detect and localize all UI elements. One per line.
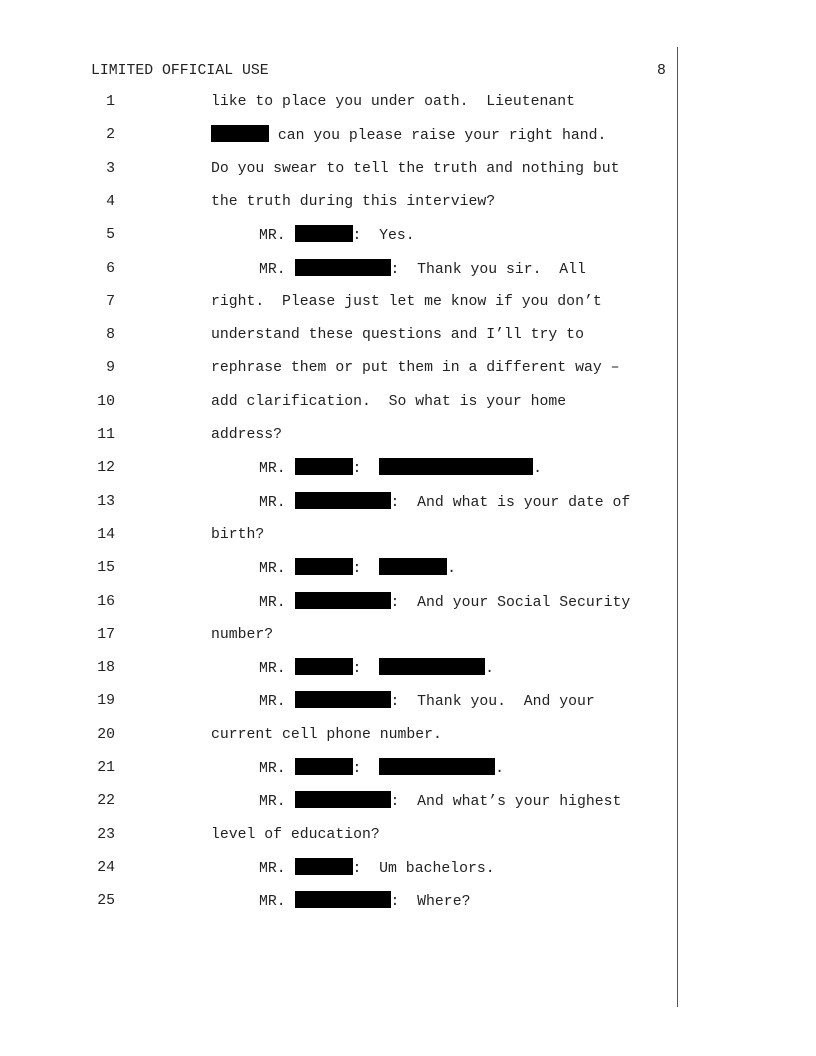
line-text [259,658,494,679]
text-segment: : Thank you sir. All [390,262,586,278]
line-text [259,592,630,613]
text-segment: Do you swear to tell the truth and nothing but [211,161,620,177]
text-segment: rephrase them or put them in a different way – [211,360,620,376]
redaction-box [295,259,391,276]
transcript-line [0,592,816,612]
transcript-line [0,225,816,245]
line-text [259,891,470,912]
text-segment: right. Please just let me know if you don’t [211,294,602,310]
text-segment: : Thank you. And your [390,694,595,710]
redaction-box [295,758,353,775]
text-segment: birth? [211,527,265,543]
line-text [259,259,586,280]
line-number: 21 [97,760,115,776]
transcript-line [0,658,816,678]
transcript-line [0,625,816,645]
redaction-box [295,592,391,609]
text-segment: : And what’s your highest [390,794,622,810]
redaction-box [295,558,353,575]
line-number: 10 [97,394,115,410]
text-segment: MR. [259,595,295,611]
line-number: 7 [106,294,115,310]
line-number: 13 [97,494,115,510]
line-number: 6 [106,261,115,277]
transcript-line [0,358,816,378]
line-text [259,691,595,712]
redaction-box [295,891,391,908]
redaction-box [211,125,269,142]
text-segment: understand these questions and I’ll try to [211,327,584,343]
transcript-line [0,392,816,412]
line-text [211,425,282,445]
redaction-box [379,558,447,575]
line-text [259,492,630,513]
line-number: 3 [106,161,115,177]
transcript-line [0,891,816,911]
text-segment: . [495,761,505,777]
transcript-line [0,791,816,811]
transcript-line [0,691,816,711]
line-number: 22 [97,793,115,809]
redaction-box [379,658,485,675]
transcript-line [0,558,816,578]
text-segment: MR. [259,228,295,244]
line-text [211,825,380,845]
text-segment: number? [211,627,274,643]
line-text [211,325,584,345]
text-segment: current cell phone number. [211,727,442,743]
text-segment: MR. [259,561,295,577]
page-number: 8 [657,63,666,79]
line-text [259,225,415,246]
text-segment: the truth during this interview? [211,194,496,210]
line-number: 23 [97,827,115,843]
text-segment: . [447,561,457,577]
text-segment: MR. [259,794,295,810]
transcript-line [0,525,816,545]
text-segment: : Where? [390,894,471,910]
line-text [211,292,602,312]
redaction-box [295,658,353,675]
line-number: 12 [97,460,115,476]
text-segment: MR. [259,495,295,511]
transcript-line [0,492,816,512]
line-number: 8 [106,327,115,343]
line-number: 2 [106,127,115,143]
transcript-line [0,725,816,745]
line-text [211,159,619,179]
redaction-box [295,691,391,708]
line-text [259,758,504,779]
text-segment: : And your Social Security [390,595,631,611]
text-segment: : Yes. [352,228,415,244]
transcript-line [0,159,816,179]
transcript-line [0,125,816,145]
redaction-box [295,858,353,875]
text-segment: : [352,461,380,477]
line-text [211,125,606,146]
text-segment: add clarification. So what is your home [211,394,567,410]
text-segment: : [352,561,380,577]
line-number: 18 [97,660,115,676]
line-number: 1 [106,94,115,110]
line-number: 16 [97,594,115,610]
text-segment: MR. [259,894,295,910]
redaction-box [295,791,391,808]
line-number: 9 [106,360,115,376]
line-text [259,791,621,812]
line-number: 5 [106,227,115,243]
line-text [259,458,542,479]
line-text [211,192,495,212]
redaction-box [379,458,533,475]
text-segment: : [352,761,380,777]
redaction-box [295,458,353,475]
text-segment: MR. [259,761,295,777]
line-text [259,558,456,579]
transcript-line [0,458,816,478]
line-text [211,725,442,745]
line-number: 4 [106,194,115,210]
text-segment: . [485,661,495,677]
transcript-line [0,192,816,212]
line-text [211,92,575,112]
line-number: 24 [97,860,115,876]
transcript-line [0,259,816,279]
line-text [211,358,619,378]
classification-header: LIMITED OFFICIAL USE [91,63,269,79]
text-segment: MR. [259,861,295,877]
line-text [211,392,566,412]
line-number: 14 [97,527,115,543]
redaction-box [295,492,391,509]
redaction-box [379,758,495,775]
line-text [211,525,264,545]
line-text [211,625,273,645]
line-number: 25 [97,893,115,909]
text-segment: address? [211,427,283,443]
line-number: 20 [97,727,115,743]
text-segment: MR. [259,461,295,477]
transcript-line [0,758,816,778]
redaction-box [295,225,353,242]
transcript-line [0,292,816,312]
transcript-line [0,92,816,112]
text-segment: MR. [259,262,295,278]
line-text [259,858,495,879]
line-number: 15 [97,560,115,576]
text-segment: level of education? [211,827,380,843]
line-number: 19 [97,693,115,709]
line-number: 11 [97,427,115,443]
transcript-line [0,858,816,878]
text-segment: : And what is your date of [390,495,631,511]
text-segment: : [352,661,380,677]
text-segment: MR. [259,661,295,677]
transcript-line [0,425,816,445]
text-segment: MR. [259,694,295,710]
text-segment: can you please raise your right hand. [269,128,607,144]
transcript-line [0,825,816,845]
text-segment: like to place you under oath. Lieutenant [211,94,576,110]
transcript-line [0,325,816,345]
text-segment: . [533,461,543,477]
text-segment: : Um bachelors. [352,861,495,877]
line-number: 17 [97,627,115,643]
